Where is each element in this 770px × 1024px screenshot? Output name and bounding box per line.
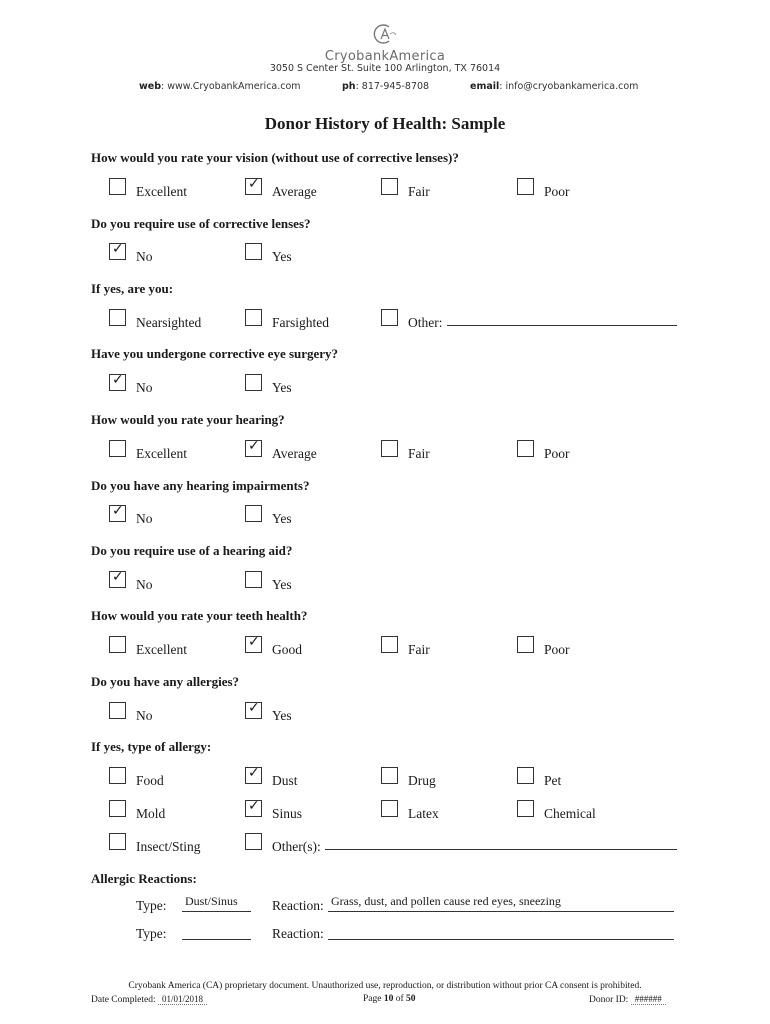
option-vision-poor[interactable] bbox=[517, 178, 570, 199]
option-label: Other: bbox=[408, 315, 443, 330]
option-allergy-drug[interactable] bbox=[381, 767, 436, 788]
option-teeth-poor[interactable] bbox=[517, 636, 570, 657]
reaction-field-2[interactable] bbox=[328, 939, 674, 940]
option-impairments-no[interactable] bbox=[109, 503, 153, 526]
option-vision-excellent[interactable] bbox=[109, 178, 187, 199]
option-farsighted[interactable] bbox=[245, 309, 329, 330]
option-label: No bbox=[136, 511, 153, 526]
proprietary-notice: Cryobank America (CA) proprietary document. Unauthorized use, reproduction, or distribution without prior CA consent is prohibited. bbox=[128, 981, 642, 991]
checkbox[interactable] bbox=[245, 702, 262, 719]
page-of: of bbox=[393, 994, 407, 1004]
other-allergy-field[interactable] bbox=[325, 838, 677, 850]
company-address: 3050 S Center St. Suite 100 Arlington, TX 76014 bbox=[269, 63, 501, 74]
company-name: CryobankAmerica bbox=[324, 49, 446, 64]
type-label: Type: bbox=[136, 926, 167, 941]
option-label: Pet bbox=[544, 773, 562, 788]
option-vision-average[interactable] bbox=[245, 176, 317, 199]
type-value-1: Dust/Sinus bbox=[185, 894, 238, 908]
type-field-1[interactable] bbox=[182, 911, 251, 912]
checkbox[interactable] bbox=[245, 800, 262, 817]
question-hearing-aid: Do you require use of a hearing aid? bbox=[91, 543, 293, 558]
option-label: Insect/Sting bbox=[136, 839, 201, 854]
option-hearing-fair[interactable] bbox=[381, 440, 430, 461]
option-label: Poor bbox=[544, 184, 570, 199]
option-label: No bbox=[136, 708, 153, 723]
checkmark-icon: ✓ bbox=[248, 798, 260, 814]
checkmark-icon: ✓ bbox=[248, 438, 260, 454]
cryobank-logo-icon bbox=[373, 22, 397, 46]
option-label: No bbox=[136, 577, 153, 592]
option-teeth-excellent[interactable] bbox=[109, 636, 187, 657]
option-sight-other[interactable] bbox=[381, 309, 677, 330]
option-label: Dust bbox=[272, 773, 298, 788]
option-allergies-no[interactable] bbox=[109, 702, 153, 723]
option-label: Farsighted bbox=[272, 315, 329, 330]
checkbox[interactable] bbox=[381, 800, 398, 817]
option-label: Yes bbox=[272, 380, 292, 395]
question-allergies: Do you have any allergies? bbox=[91, 674, 240, 689]
checkbox[interactable] bbox=[245, 440, 262, 457]
reaction-label: Reaction: bbox=[272, 926, 324, 941]
type-field-2[interactable] bbox=[182, 939, 251, 940]
email-contact: email: info@cryobankamerica.com bbox=[470, 81, 639, 92]
checkmark-icon: ✓ bbox=[112, 241, 124, 257]
question-hearing-impairments: Do you have any hearing impairments? bbox=[91, 478, 310, 493]
allergic-reactions-heading: Allergic Reactions: bbox=[91, 871, 197, 886]
checkbox[interactable] bbox=[109, 309, 126, 326]
option-label: Nearsighted bbox=[136, 315, 202, 330]
checkmark-icon: ✓ bbox=[248, 176, 260, 192]
phone-contact: ph: 817-945-8708 bbox=[342, 81, 430, 92]
checkbox[interactable] bbox=[517, 178, 534, 195]
option-surgery-yes[interactable] bbox=[245, 374, 292, 395]
question-corrective-lenses: Do you require use of corrective lenses? bbox=[91, 216, 311, 231]
checkbox[interactable] bbox=[517, 767, 534, 784]
checkbox[interactable] bbox=[381, 178, 398, 195]
page-prefix: Page bbox=[363, 994, 384, 1004]
option-allergy-mold[interactable] bbox=[109, 800, 166, 821]
checkbox[interactable] bbox=[109, 505, 126, 522]
page-total: 50 bbox=[406, 994, 416, 1004]
checkbox[interactable] bbox=[109, 243, 126, 260]
checkbox[interactable] bbox=[245, 505, 262, 522]
option-label: Excellent bbox=[136, 642, 187, 657]
option-label: Yes bbox=[272, 511, 292, 526]
checkmark-icon: ✓ bbox=[248, 700, 260, 716]
checkbox[interactable] bbox=[245, 571, 262, 588]
checkbox[interactable] bbox=[245, 374, 262, 391]
question-vision: How would you rate your vision (without use of corrective lenses)? bbox=[91, 150, 459, 165]
question-hearing: How would you rate your hearing? bbox=[91, 412, 285, 427]
date-completed bbox=[91, 994, 207, 1005]
checkbox[interactable] bbox=[109, 800, 126, 817]
option-impairments-yes[interactable] bbox=[245, 505, 292, 526]
checkbox[interactable] bbox=[517, 800, 534, 817]
web-contact: web: www.CryobankAmerica.com bbox=[139, 81, 301, 92]
option-label: Yes bbox=[272, 249, 292, 264]
question-teeth: How would you rate your teeth health? bbox=[91, 608, 308, 623]
option-allergy-insect[interactable] bbox=[109, 833, 201, 854]
option-label: No bbox=[136, 380, 153, 395]
option-label: Excellent bbox=[136, 446, 187, 461]
option-label: Food bbox=[136, 773, 164, 788]
option-label: Poor bbox=[544, 446, 570, 461]
option-hearing-excellent[interactable] bbox=[109, 440, 187, 461]
option-teeth-good[interactable] bbox=[245, 634, 302, 657]
option-allergy-pet[interactable] bbox=[517, 767, 562, 788]
date-value: 01/01/2018 bbox=[158, 994, 207, 1005]
option-label: Average bbox=[272, 184, 317, 199]
option-allergy-other[interactable] bbox=[245, 833, 677, 854]
reaction-field-1[interactable] bbox=[328, 911, 674, 912]
option-allergy-food[interactable] bbox=[109, 767, 164, 788]
checkbox[interactable] bbox=[381, 440, 398, 457]
option-label: Chemical bbox=[544, 806, 596, 821]
donor-label: Donor ID: bbox=[589, 995, 629, 1005]
option-teeth-fair[interactable] bbox=[381, 636, 430, 657]
donor-value: ###### bbox=[631, 994, 666, 1005]
option-label: Excellent bbox=[136, 184, 187, 199]
option-nearsighted[interactable] bbox=[109, 309, 202, 330]
page-title: Donor History of Health: Sample bbox=[264, 114, 506, 133]
checkmark-icon: ✓ bbox=[248, 765, 260, 781]
checkbox[interactable] bbox=[245, 636, 262, 653]
checkbox[interactable] bbox=[245, 243, 262, 260]
checkbox[interactable] bbox=[245, 309, 262, 326]
page-number bbox=[363, 994, 416, 1004]
option-label: Average bbox=[272, 446, 317, 461]
checkbox[interactable] bbox=[245, 833, 262, 850]
option-label: Poor bbox=[544, 642, 570, 657]
option-label: Fair bbox=[408, 184, 430, 199]
page-current: 10 bbox=[383, 994, 394, 1004]
option-hearing-aid-no[interactable] bbox=[109, 569, 153, 592]
option-allergy-latex[interactable] bbox=[381, 800, 439, 821]
option-allergy-dust[interactable] bbox=[245, 765, 298, 788]
checkbox[interactable] bbox=[109, 702, 126, 719]
checkbox[interactable] bbox=[245, 178, 262, 195]
checkmark-icon: ✓ bbox=[112, 569, 124, 585]
reaction-value-1: Grass, dust, and pollen cause red eyes, sneezing bbox=[331, 894, 561, 908]
date-label: Date Completed: bbox=[91, 995, 156, 1005]
checkbox[interactable] bbox=[381, 309, 398, 326]
checkbox[interactable] bbox=[109, 178, 126, 195]
option-label: Mold bbox=[136, 806, 166, 821]
question-eye-surgery: Have you undergone corrective eye surgery? bbox=[91, 346, 339, 361]
donor-id bbox=[589, 994, 666, 1005]
option-label: Yes bbox=[272, 577, 292, 592]
option-allergies-yes[interactable] bbox=[245, 700, 292, 723]
option-label: No bbox=[136, 249, 153, 264]
option-label: Other(s): bbox=[272, 839, 321, 854]
checkbox[interactable] bbox=[109, 636, 126, 653]
type-label: Type: bbox=[136, 898, 167, 913]
option-label: Latex bbox=[408, 806, 439, 821]
checkbox[interactable] bbox=[517, 440, 534, 457]
option-allergy-sinus[interactable] bbox=[245, 798, 303, 821]
other-sight-field[interactable] bbox=[447, 314, 677, 326]
checkmark-icon: ✓ bbox=[112, 372, 124, 388]
option-lenses-yes[interactable] bbox=[245, 243, 292, 264]
checkbox[interactable] bbox=[109, 440, 126, 457]
option-label: Yes bbox=[272, 708, 292, 723]
option-label: Good bbox=[272, 642, 302, 657]
question-allergy-type: If yes, type of allergy: bbox=[91, 739, 212, 754]
checkbox[interactable] bbox=[381, 767, 398, 784]
company-logo bbox=[0, 22, 770, 64]
reaction-label: Reaction: bbox=[272, 898, 324, 913]
option-label: Drug bbox=[408, 773, 436, 788]
checkbox[interactable] bbox=[381, 636, 398, 653]
checkmark-icon: ✓ bbox=[112, 503, 124, 519]
option-lenses-no[interactable] bbox=[109, 241, 153, 264]
checkbox[interactable] bbox=[109, 833, 126, 850]
option-hearing-average[interactable] bbox=[245, 438, 317, 461]
checkbox[interactable] bbox=[517, 636, 534, 653]
option-vision-fair[interactable] bbox=[381, 178, 430, 199]
option-allergy-chemical[interactable] bbox=[517, 800, 596, 821]
option-hearing-poor[interactable] bbox=[517, 440, 570, 461]
option-label: Sinus bbox=[272, 806, 303, 821]
checkbox[interactable] bbox=[109, 767, 126, 784]
question-sight-type: If yes, are you: bbox=[91, 281, 174, 296]
checkbox[interactable] bbox=[245, 767, 262, 784]
checkbox[interactable] bbox=[109, 374, 126, 391]
option-hearing-aid-yes[interactable] bbox=[245, 571, 292, 592]
option-surgery-no[interactable] bbox=[109, 372, 153, 395]
option-label: Fair bbox=[408, 642, 430, 657]
option-label: Fair bbox=[408, 446, 430, 461]
checkmark-icon: ✓ bbox=[248, 634, 260, 650]
checkbox[interactable] bbox=[109, 571, 126, 588]
